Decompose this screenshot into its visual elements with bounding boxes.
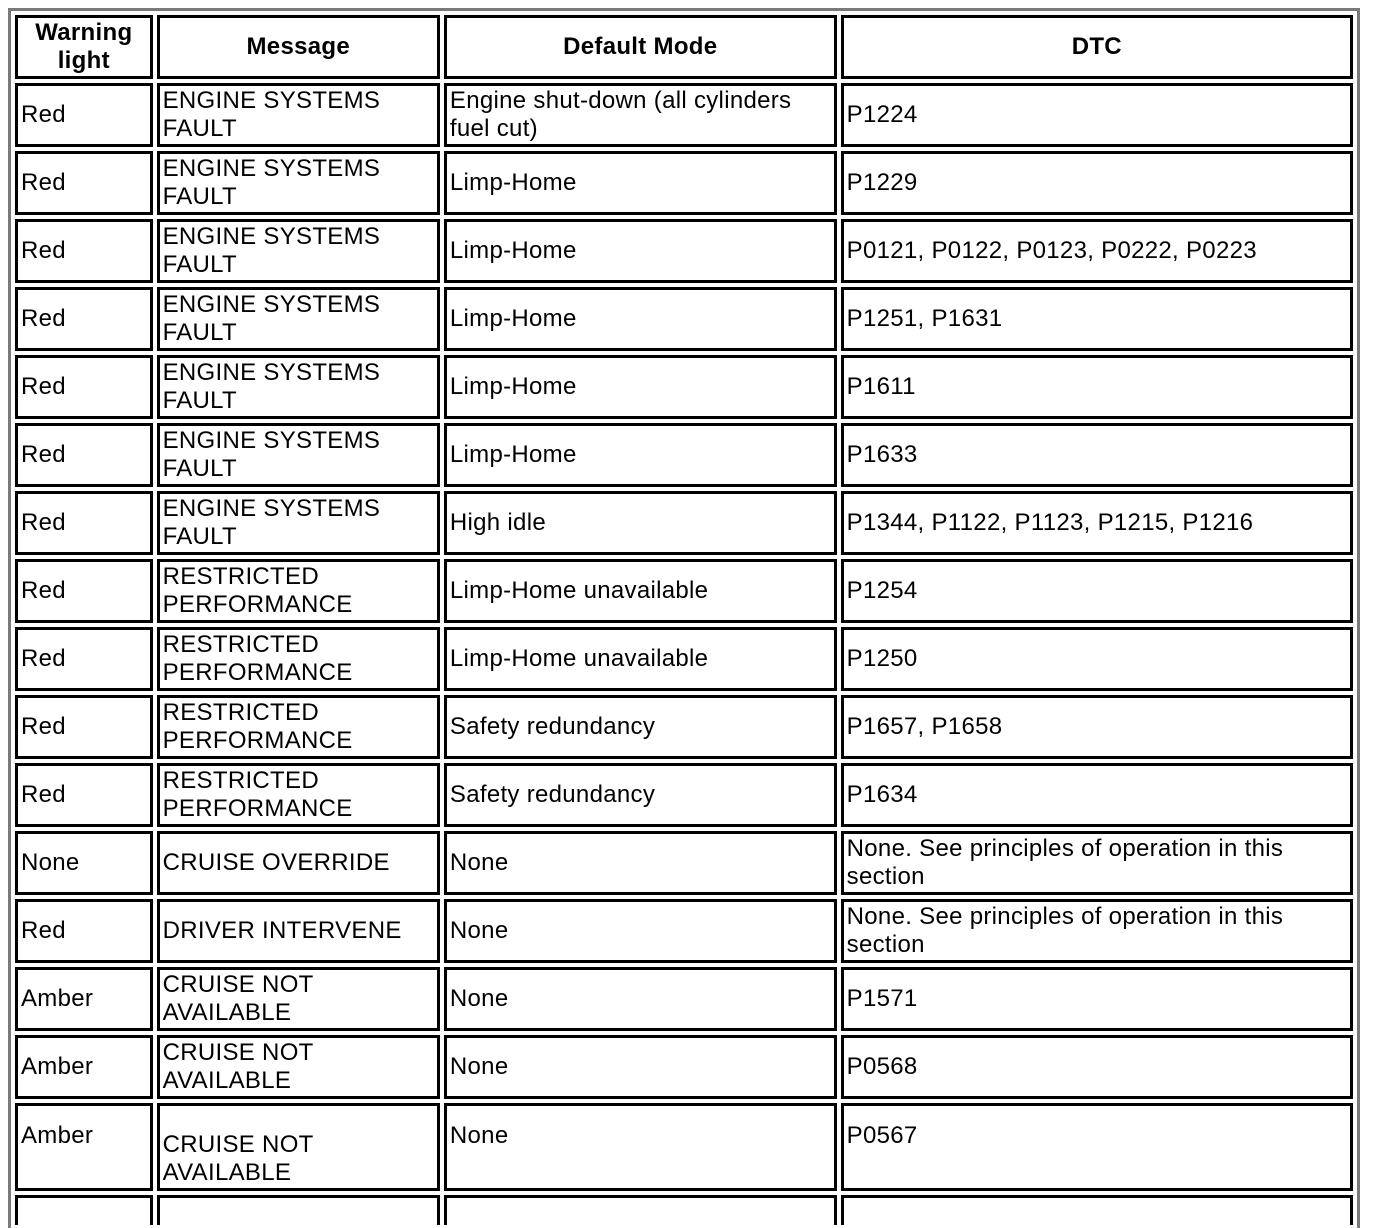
cell-warning-light: Red [15, 287, 153, 351]
cell-dtc: P1229 [841, 151, 1353, 215]
cell-warning-light [15, 1195, 153, 1225]
cell-warning-light: Red [15, 219, 153, 283]
cell-message: CRUISE NOT AVAILABLE [157, 1103, 440, 1191]
table-row [15, 1035, 1353, 1099]
cell-default-mode: None [444, 967, 837, 1031]
cell-warning-light: Amber [15, 1035, 153, 1099]
cell-default-mode [444, 1195, 837, 1225]
cell-default-mode: None [444, 1035, 837, 1099]
cell-dtc: P1571 [841, 967, 1353, 1031]
table-row [15, 899, 1353, 963]
table-frame [8, 8, 1360, 1228]
cell-message: CRUISE NOT AVAILABLE [157, 1035, 440, 1099]
table-row [15, 423, 1353, 487]
table-row [15, 627, 1353, 691]
cell-dtc: P1224 [841, 83, 1353, 147]
table-row [15, 695, 1353, 759]
cell-message [157, 1195, 440, 1225]
cell-warning-light: Red [15, 695, 153, 759]
cell-message: ENGINE SYSTEMS FAULT [157, 287, 440, 351]
cell-warning-light: Amber [15, 967, 153, 1031]
table-row [15, 151, 1353, 215]
cell-default-mode: Limp-Home [444, 287, 837, 351]
cell-dtc: None. See principles of operation in this section [841, 899, 1353, 963]
cell-default-mode: None [444, 831, 837, 895]
cell-message: DRIVER INTERVENE [157, 899, 440, 963]
header-warning-light: Warning light [15, 15, 153, 79]
cell-default-mode: Safety redundancy [444, 695, 837, 759]
cell-warning-light: Amber [15, 1103, 153, 1191]
cell-default-mode: None [444, 899, 837, 963]
cell-dtc [841, 1195, 1353, 1225]
cell-default-mode: Limp-Home [444, 355, 837, 419]
cell-default-mode: Limp-Home [444, 151, 837, 215]
cell-dtc: P0121, P0122, P0123, P0222, P0223 [841, 219, 1353, 283]
warning-messages-table [11, 11, 1357, 1228]
cell-message: ENGINE SYSTEMS FAULT [157, 355, 440, 419]
header-dtc: DTC [841, 15, 1353, 79]
table-row [15, 831, 1353, 895]
cell-dtc: P1251, P1631 [841, 287, 1353, 351]
cell-warning-light: Red [15, 763, 153, 827]
cell-default-mode: High idle [444, 491, 837, 555]
table-row [15, 967, 1353, 1031]
cell-warning-light: Red [15, 423, 153, 487]
table-row [15, 287, 1353, 351]
cell-message: ENGINE SYSTEMS FAULT [157, 83, 440, 147]
table-row [15, 491, 1353, 555]
cell-dtc: P1344, P1122, P1123, P1215, P1216 [841, 491, 1353, 555]
cell-message: CRUISE NOT AVAILABLE [157, 967, 440, 1031]
cell-warning-light: Red [15, 151, 153, 215]
cell-warning-light: Red [15, 491, 153, 555]
cell-message: CRUISE OVERRIDE [157, 831, 440, 895]
table-row-cutoff [15, 1195, 1353, 1225]
cell-warning-light: Red [15, 355, 153, 419]
cell-dtc: P1633 [841, 423, 1353, 487]
cell-message: RESTRICTED PERFORMANCE [157, 763, 440, 827]
cell-dtc: P1657, P1658 [841, 695, 1353, 759]
table-row [15, 219, 1353, 283]
cell-dtc: P1250 [841, 627, 1353, 691]
cell-dtc: None. See principles of operation in this section [841, 831, 1353, 895]
cell-message: RESTRICTED PERFORMANCE [157, 695, 440, 759]
cell-default-mode: Safety redundancy [444, 763, 837, 827]
cell-warning-light: Red [15, 559, 153, 623]
cell-default-mode: Limp-Home unavailable [444, 627, 837, 691]
cell-warning-light: Red [15, 899, 153, 963]
cell-message: ENGINE SYSTEMS FAULT [157, 219, 440, 283]
cell-dtc: P1254 [841, 559, 1353, 623]
cell-default-mode: Limp-Home [444, 219, 837, 283]
cell-default-mode: Limp-Home [444, 423, 837, 487]
header-default-mode: Default Mode [444, 15, 837, 79]
cell-message: ENGINE SYSTEMS FAULT [157, 491, 440, 555]
table-row [15, 559, 1353, 623]
header-row [15, 15, 1353, 79]
cell-dtc: P1634 [841, 763, 1353, 827]
cell-warning-light: Red [15, 83, 153, 147]
table-row [15, 1103, 1353, 1191]
cell-message: RESTRICTED PERFORMANCE [157, 559, 440, 623]
cell-message: RESTRICTED PERFORMANCE [157, 627, 440, 691]
cell-message: ENGINE SYSTEMS FAULT [157, 423, 440, 487]
cell-default-mode: None [444, 1103, 837, 1191]
cell-warning-light: None [15, 831, 153, 895]
cell-dtc: P0567 [841, 1103, 1353, 1191]
cell-default-mode: Limp-Home unavailable [444, 559, 837, 623]
cell-warning-light: Red [15, 627, 153, 691]
table-row [15, 763, 1353, 827]
cell-dtc: P0568 [841, 1035, 1353, 1099]
cell-dtc: P1611 [841, 355, 1353, 419]
cell-message: ENGINE SYSTEMS FAULT [157, 151, 440, 215]
table-row [15, 83, 1353, 147]
cell-default-mode: Engine shut-down (all cylinders fuel cut) [444, 83, 837, 147]
header-message: Message [157, 15, 440, 79]
table-row [15, 355, 1353, 419]
